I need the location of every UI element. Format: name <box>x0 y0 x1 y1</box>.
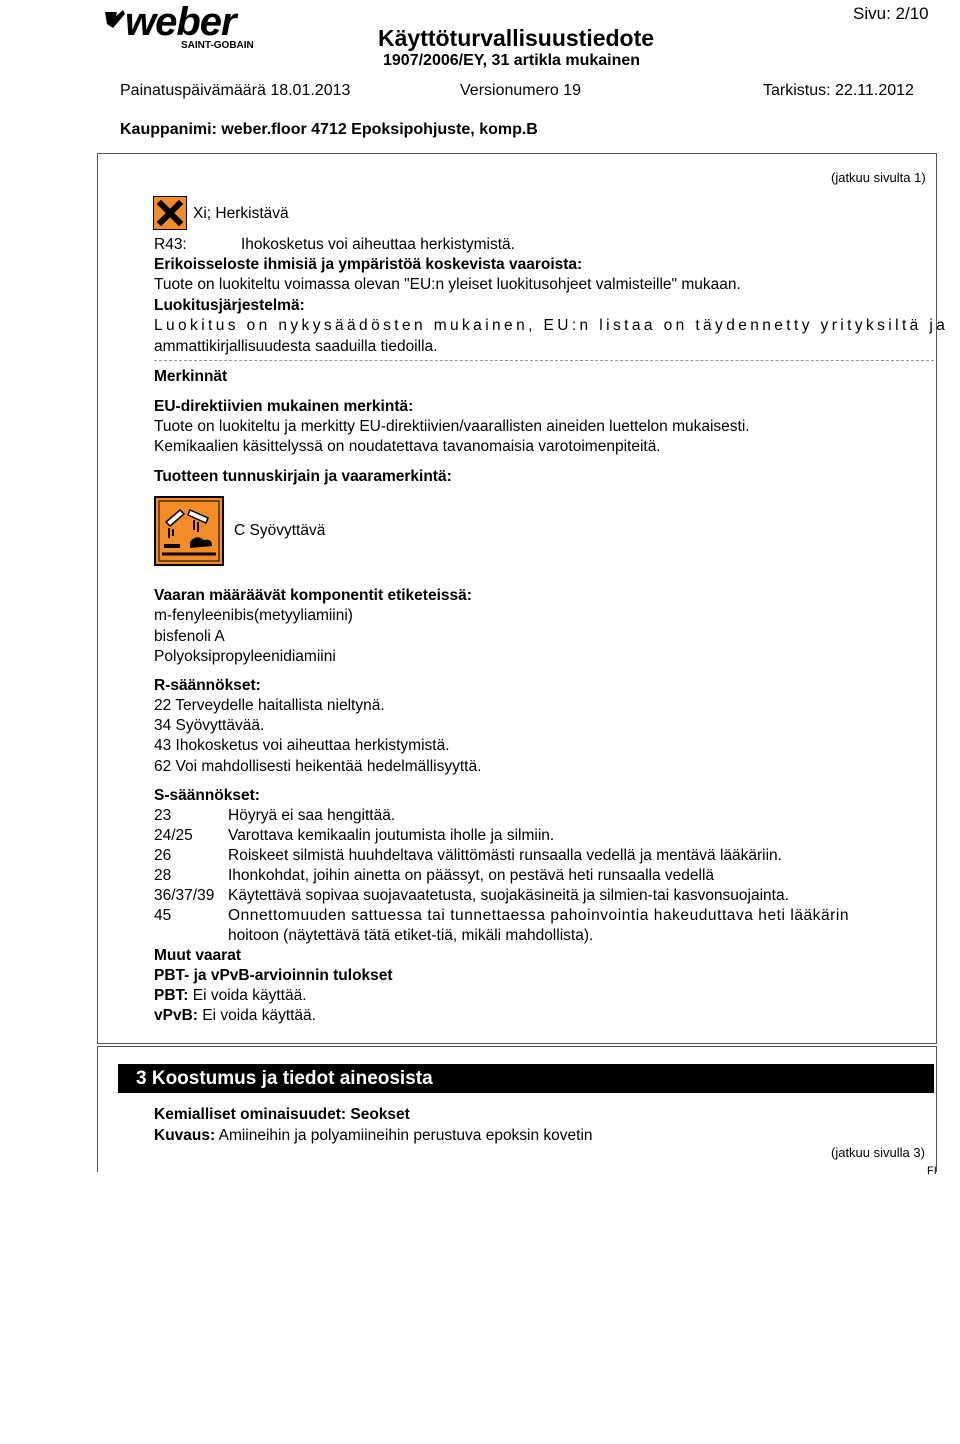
s-phrase-text-continued: hoitoon (näytettävä tätä etiket-tiä, mikäli mahdollista). <box>228 927 594 944</box>
pbt-assessment-heading: PBT- ja vPvB-arvioinnin tulokset <box>154 967 393 984</box>
r-phrase: 43 Ihokosketus voi aiheuttaa herkistymistä. <box>154 737 450 754</box>
s-phrase-code: 24/25 <box>154 827 193 844</box>
continued-from: (jatkuu sivulta 1) <box>831 170 926 185</box>
special-hazards-text: Tuote on luokiteltu voimassa olevan "EU:n yleiset luokitusohjeet valmisteille" mukaan. <box>154 276 741 293</box>
other-hazards-heading: Muut vaarat <box>154 947 241 964</box>
s-phrases-heading: S-säännökset: <box>154 787 260 804</box>
logo-wordmark: weber <box>125 0 236 44</box>
s-phrase-text: Onnettomuuden sattuessa tai tunnettaessa pahoinvointia hakeuduttava heti lääkärin <box>228 907 850 924</box>
components-heading: Vaaran määräävät komponentit etiketeissä: <box>154 587 472 604</box>
s-phrase-text: Varottava kemikaalin joutumista iholle ja silmiin. <box>228 827 555 844</box>
revision-date: Tarkistus: 22.11.2012 <box>763 82 914 99</box>
section-divider <box>154 360 934 361</box>
trade-name: Kauppanimi: weber.floor 4712 Epoksipohjuste, komp.B <box>120 121 538 138</box>
classification-heading: Luokitusjärjestelmä: <box>154 297 305 314</box>
r43-text: Ihokosketus voi aiheuttaa herkistymistä. <box>241 236 515 253</box>
r-phrases-heading: R-säännökset: <box>154 677 261 694</box>
continued-to: (jatkuu sivulla 3) <box>831 1145 925 1160</box>
special-hazards-heading: Erikoisseloste ihmisiä ja ympäristöä koskevista vaaroista: <box>154 256 583 273</box>
description-row <box>154 1127 593 1145</box>
pbt-label: PBT: <box>154 987 189 1004</box>
eu-labelling-heading: EU-direktiivien mukainen merkintä: <box>154 398 414 415</box>
eu-labelling-line1: Tuote on luokiteltu ja merkitty EU-direktiivien/vaarallisten aineiden luettelon mukaisesti. <box>154 418 750 435</box>
classification-line1: Luokitus on nykysäädösten mukainen, EU:n listaa on täydennetty yrityksiltä ja <box>154 317 949 334</box>
r-phrase: 22 Terveydelle haitallista nieltynä. <box>154 697 385 714</box>
s-phrase-code: 45 <box>154 907 172 924</box>
component-item: bisfenoli A <box>154 628 225 645</box>
description-label: Kuvaus: <box>154 1127 216 1144</box>
description-value: Amiineihin ja polyamiineihin perustuva epoksin kovetin <box>218 1127 593 1144</box>
eu-labelling-line2: Kemikaalien käsittelyssä on noudatettava tavanomaisia varotoimenpiteitä. <box>154 438 661 455</box>
s-phrase-code: 36/37/39 <box>154 887 215 904</box>
r43-code: R43: <box>154 236 187 253</box>
chemical-characterization: Kemialliset ominaisuudet: Seokset <box>154 1106 410 1123</box>
print-date: Painatuspäivämäärä 18.01.2013 <box>120 82 351 99</box>
document-subtitle: 1907/2006/EY, 31 artikla mukainen <box>383 52 641 69</box>
corrosive-icon <box>154 496 224 566</box>
section3-title: 3 Koostumus ja tiedot aineosista <box>136 1068 433 1089</box>
symbol-heading: Tuotteen tunnuskirjain ja vaaramerkintä: <box>154 468 452 485</box>
r-phrase: 34 Syövyttävää. <box>154 717 265 734</box>
corrosive-label: C Syövyttävä <box>234 522 326 539</box>
s-phrase-code: 23 <box>154 807 172 824</box>
pbt-row <box>154 987 307 1005</box>
s-phrase-code: 28 <box>154 867 172 884</box>
document-title: Käyttöturvallisuustiedote <box>378 25 655 51</box>
pbt-value: Ei voida käyttää. <box>192 987 307 1004</box>
classification-line2: ammattikirjallisuudesta saaduilla tiedoilla. <box>154 338 438 355</box>
component-item: Polyoksipropyleenidiamiini <box>154 648 336 665</box>
xi-label: Xi; Herkistävä <box>193 205 289 222</box>
version-number: Versionumero 19 <box>460 82 581 99</box>
s-phrase-text: Roiskeet silmistä huuhdeltava välittömästi runsaalla vedellä ja mentävä lääkäriin. <box>228 847 782 864</box>
component-item: m-fenyleenibis(metyyliamiini) <box>154 607 353 624</box>
labelling-heading: Merkinnät <box>154 368 228 385</box>
weber-logo <box>103 0 254 54</box>
section3-title-bar <box>118 1064 934 1093</box>
xi-harmful-icon <box>153 196 187 230</box>
vpvb-row <box>154 1007 316 1025</box>
s-phrase-code: 26 <box>154 847 172 864</box>
vpvb-label: vPvB: <box>154 1007 198 1024</box>
s-phrase-text: Käytettävä sopivaa suojavaatetusta, suojakäsineitä ja silmien-tai kasvonsuojainta. <box>228 887 789 904</box>
s-phrase-text: Ihonkohdat, joihin ainetta on päässyt, on pestävä heti runsaalla vedellä <box>228 867 715 884</box>
logo-subtext: SAINT-GOBAIN <box>181 40 254 51</box>
r-phrase: 62 Voi mahdollisesti heikentää hedelmällisyyttä. <box>154 758 482 775</box>
language-code: FI <box>927 1165 937 1177</box>
vpvb-value: Ei voida käyttää. <box>202 1007 316 1024</box>
page-number: Sivu: 2/10 <box>853 4 929 23</box>
s-phrase-text: Höyryä ei saa hengittää. <box>228 807 396 824</box>
